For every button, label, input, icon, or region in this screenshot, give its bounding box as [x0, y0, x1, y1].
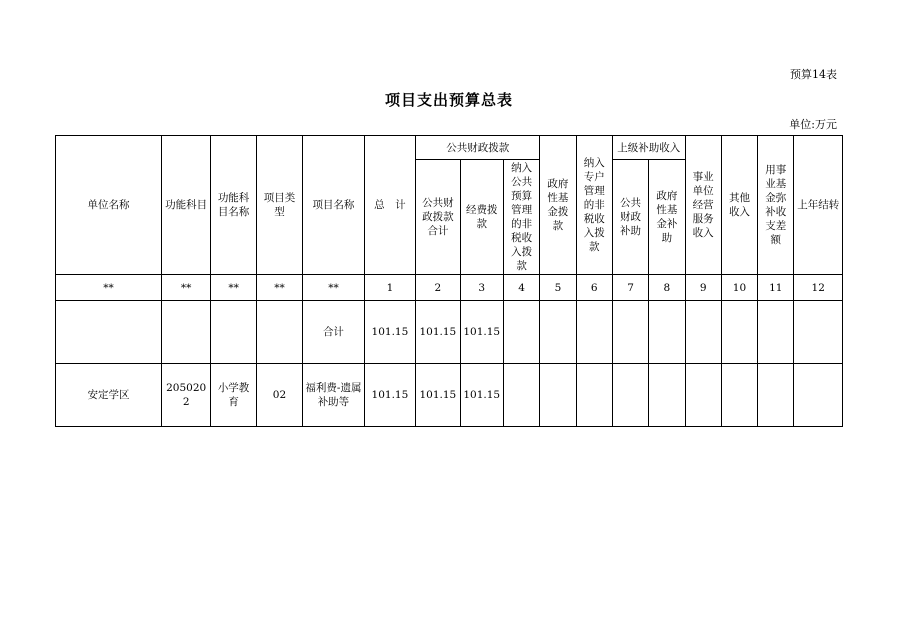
header-pf-funds: 经费拨款 — [460, 160, 503, 275]
header-row-1 — [56, 136, 843, 160]
index-cell: 11 — [758, 275, 794, 301]
index-cell: ** — [56, 275, 162, 301]
empty-cell — [576, 364, 612, 427]
empty-cell — [576, 301, 612, 364]
row-pf-funds: 101.15 — [460, 364, 503, 427]
table-row — [56, 364, 843, 427]
row-func-code: 2050202 — [161, 364, 210, 427]
empty-cell — [612, 364, 648, 427]
empty-cell — [540, 364, 576, 427]
header-pf-total: 公共财政拨款合计 — [416, 160, 460, 275]
header-proj-type: 项目类型 — [256, 136, 302, 275]
empty-cell — [503, 301, 539, 364]
empty-cell — [794, 301, 843, 364]
empty-cell — [503, 364, 539, 427]
empty-cell — [685, 364, 721, 427]
index-cell: ** — [161, 275, 210, 301]
header-superior: 上级补助收入 — [612, 136, 685, 160]
header-proj-name: 项目名称 — [303, 136, 365, 275]
index-cell: 9 — [685, 275, 721, 301]
header-sup-gov: 政府性基金补助 — [649, 160, 685, 275]
empty-cell — [758, 301, 794, 364]
empty-cell — [211, 301, 256, 364]
index-cell: 2 — [416, 275, 460, 301]
page-title: 项目支出预算总表 — [384, 91, 513, 109]
index-row — [56, 275, 843, 301]
empty-cell — [721, 364, 757, 427]
empty-cell — [56, 301, 162, 364]
empty-cell — [794, 364, 843, 427]
header-fund-offset: 用事业基金弥补收支差额 — [758, 136, 794, 275]
header-other: 其他收入 — [721, 136, 757, 275]
row-proj-name: 福利费-遗属补助等 — [303, 364, 365, 427]
unit-label: 单位:万元 — [789, 118, 837, 131]
header-carryover: 上年结转 — [794, 136, 843, 275]
total-pf-funds: 101.15 — [460, 301, 503, 364]
header-total: 总 计 — [364, 136, 415, 275]
empty-cell — [612, 301, 648, 364]
index-cell: ** — [303, 275, 365, 301]
empty-cell — [649, 301, 685, 364]
index-cell: 7 — [612, 275, 648, 301]
row-total: 101.15 — [364, 364, 415, 427]
empty-cell — [758, 364, 794, 427]
page-code: 预算14表 — [790, 68, 837, 81]
empty-cell — [685, 301, 721, 364]
header-sup-public: 公共财政补助 — [612, 160, 648, 275]
total-pf-total: 101.15 — [416, 301, 460, 364]
index-cell: 8 — [649, 275, 685, 301]
index-cell: ** — [211, 275, 256, 301]
index-cell: 12 — [794, 275, 843, 301]
total-row — [56, 301, 843, 364]
header-business: 事业单位经营服务收入 — [685, 136, 721, 275]
row-unit-name: 安定学区 — [56, 364, 162, 427]
index-cell: 10 — [721, 275, 757, 301]
empty-cell — [721, 301, 757, 364]
row-func-name: 小学教育 — [211, 364, 256, 427]
budget-table — [55, 135, 843, 427]
header-special-nontax: 纳入专户管理的非税收入拨款 — [576, 136, 612, 275]
total-amount: 101.15 — [364, 301, 415, 364]
index-cell: ** — [256, 275, 302, 301]
header-func-code: 功能科目 — [161, 136, 210, 275]
row-pf-total: 101.15 — [416, 364, 460, 427]
empty-cell — [649, 364, 685, 427]
header-unit-name: 单位名称 — [56, 136, 162, 275]
header-gov-fund: 政府性基金拨款 — [540, 136, 576, 275]
index-cell: 4 — [503, 275, 539, 301]
empty-cell — [256, 301, 302, 364]
header-public-finance: 公共财政拨款 — [416, 136, 540, 160]
row-proj-type: 02 — [256, 364, 302, 427]
index-cell: 6 — [576, 275, 612, 301]
index-cell: 3 — [460, 275, 503, 301]
empty-cell — [540, 301, 576, 364]
header-pf-nontax: 纳入公共预算管理的非税收入拨款 — [503, 160, 539, 275]
index-cell: 5 — [540, 275, 576, 301]
index-cell: 1 — [364, 275, 415, 301]
total-label: 合计 — [303, 301, 365, 364]
header-func-name: 功能科目名称 — [211, 136, 256, 275]
empty-cell — [161, 301, 210, 364]
